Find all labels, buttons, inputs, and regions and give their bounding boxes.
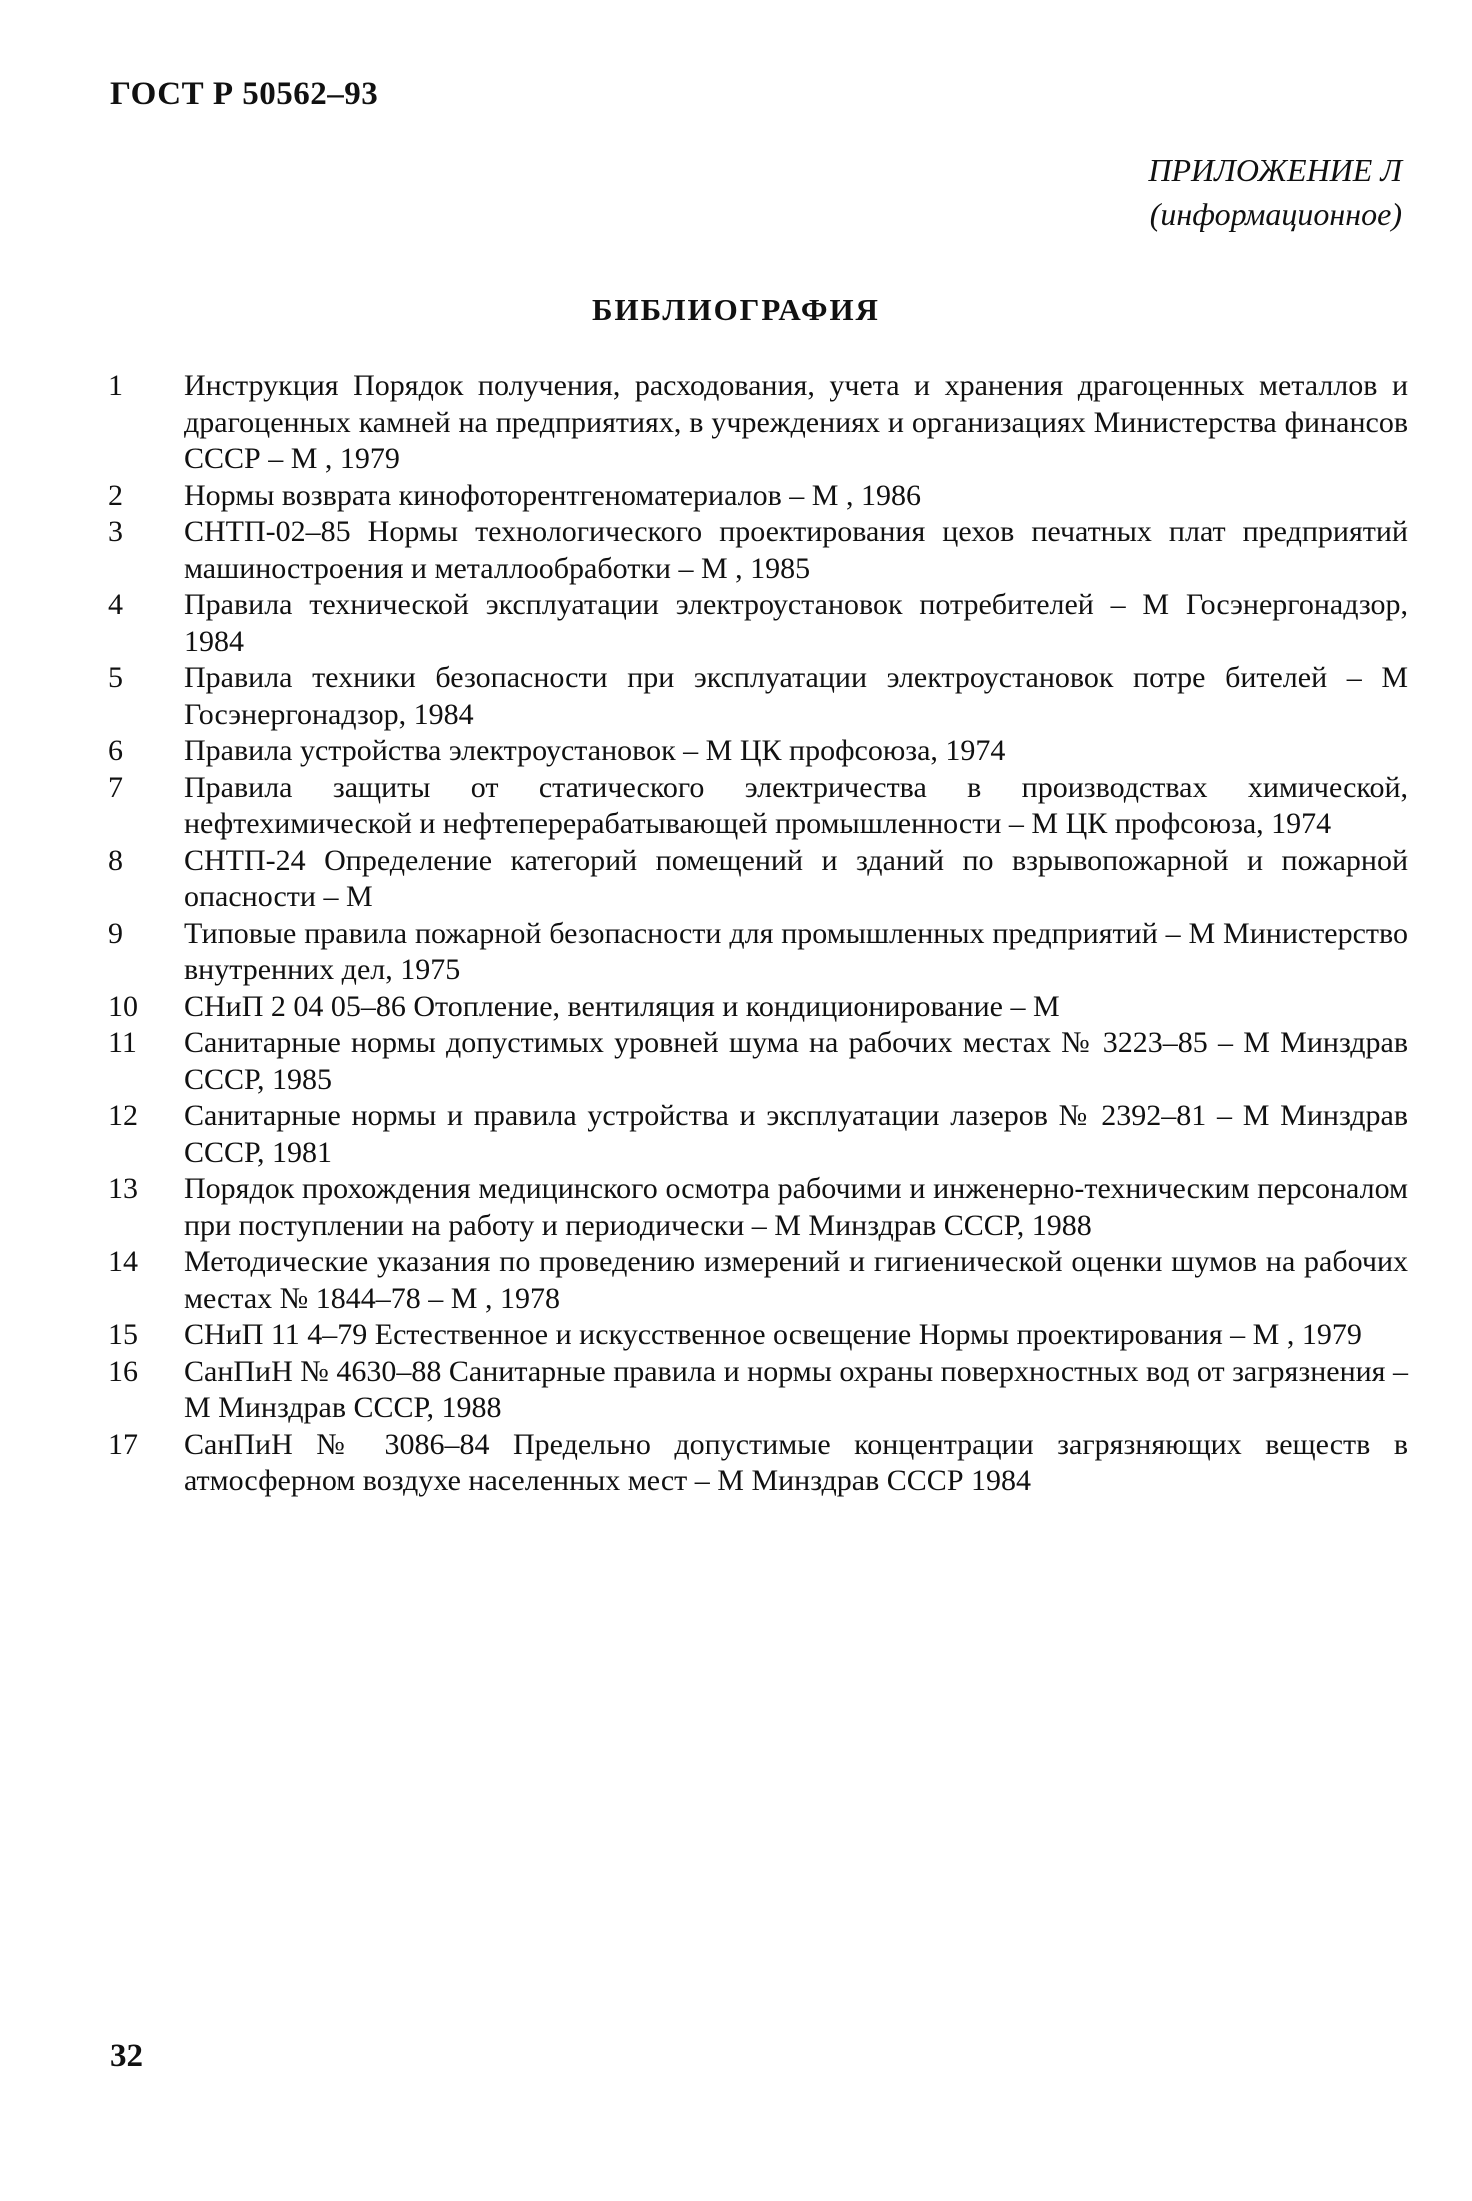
- bibliography-entry: [108, 733, 1408, 770]
- entry-number: 13: [108, 1172, 138, 1205]
- appendix-heading: [1148, 148, 1402, 236]
- entry-number: 14: [108, 1245, 138, 1278]
- entry-number: 16: [108, 1354, 138, 1388]
- entry-number: 9: [108, 916, 123, 950]
- entry-text: Правила защиты от статического электричества в производствах химической, нефтехимической и нефтеперерабатывающей промышленности – М ЦК профсоюза, 1974: [184, 770, 1408, 840]
- appendix-title: ПРИЛОЖЕНИЕ Л: [1148, 152, 1402, 188]
- entry-text: Правила технической эксплуатации электроустановок потребителей – М Госэнергонадзор, 1984: [184, 588, 1408, 658]
- bibliography-entry: [108, 1098, 1408, 1171]
- entry-number: 5: [108, 661, 123, 694]
- bibliography-entry: [108, 1317, 1408, 1354]
- appendix-type: (информационное): [1149, 196, 1402, 232]
- entry-number: 17: [108, 1427, 138, 1461]
- bibliography-entry: [108, 989, 1408, 1026]
- bibliography-entry: [108, 368, 1408, 478]
- bibliography-entry: [108, 1427, 1408, 1500]
- entry-text: Нормы возврата кинофоторентгеноматериалов – М , 1986: [184, 478, 921, 512]
- entry-number: 8: [108, 843, 123, 877]
- bibliography-entry: [108, 1171, 1408, 1244]
- bibliography-entry: [108, 587, 1408, 660]
- bibliography-title: БИБЛИОГРАФИЯ: [592, 292, 880, 327]
- entry-text: Правила устройства электроустановок – М ЦК профсоюза, 1974: [184, 734, 1006, 767]
- bibliography-list: [108, 368, 1408, 1500]
- bibliography-entry: [108, 843, 1408, 916]
- bibliography-entry: [108, 1025, 1408, 1098]
- document-code: ГОСТ Р 50562–93: [110, 76, 379, 112]
- entry-number: 1: [108, 369, 123, 402]
- bibliography-entry: [108, 478, 1408, 515]
- entry-text: СанПиН № 3086–84 Предельно допустимые концентрации загрязняющих веществ в атмосферном воздухе населенных мест – М Минздрав СССР 1984: [184, 1427, 1408, 1497]
- entry-text: Типовые правила пожарной безопасности для промышленных предприятий – М Министерство внутренних дел, 1975: [184, 916, 1408, 986]
- bibliography-entry: [108, 660, 1408, 733]
- entry-number: 2: [108, 478, 123, 512]
- entry-number: 7: [108, 770, 123, 804]
- entry-text: СНиП 11 4–79 Естественное и искусственное освещение Нормы проектирования – М , 1979: [184, 1318, 1362, 1351]
- entry-text: СанПиН № 4630–88 Санитарные правила и нормы охраны поверхностных вод от загрязнения – М Минздрав СССР, 1988: [184, 1354, 1408, 1424]
- bibliography-entry: [108, 1244, 1408, 1317]
- entry-text: СНиП 2 04 05–86 Отопление, вентиляция и кондиционирование – М: [184, 989, 1060, 1023]
- entry-number: 15: [108, 1318, 138, 1351]
- entry-number: 10: [108, 989, 138, 1023]
- page-number: 32: [110, 2038, 143, 2074]
- bibliography-entry: [108, 514, 1408, 587]
- entry-text: СНТП-24 Определение категорий помещений и зданий по взрывопожарной и пожарной опасности – М: [184, 843, 1408, 913]
- entry-text: Правила техники безопасности при эксплуатации электроустановок потре бителей – М Госэнергонадзор, 1984: [184, 661, 1408, 731]
- entry-text: Методические указания по проведению измерений и гигиенической оценки шумов на рабочих местах № 1844–78 – М , 1978: [184, 1245, 1408, 1315]
- entry-text: СНТП-02–85 Нормы технологического проектирования цехов печатных плат предприятий машиностроения и металлообработки – М , 1985: [184, 515, 1408, 585]
- entry-number: 3: [108, 515, 123, 548]
- bibliography-entry: [108, 916, 1408, 989]
- bibliography-entry: [108, 1354, 1408, 1427]
- entry-number: 6: [108, 734, 123, 767]
- entry-number: 12: [108, 1099, 138, 1132]
- entry-number: 11: [108, 1026, 137, 1059]
- bibliography-entry: [108, 770, 1408, 843]
- entry-text: Инструкция Порядок получения, расходования, учета и хранения драгоценных металлов и драгоценных камней на предприятиях, в учреждениях и организациях Министерства финансов СССР – М , 1979: [184, 369, 1408, 475]
- entry-text: Порядок прохождения медицинского осмотра рабочими и инженерно-техническим персоналом при поступлении на работу и периодически – М Минздрав СССР, 1988: [184, 1172, 1408, 1242]
- entry-text: Санитарные нормы допустимых уровней шума на рабочих местах № 3223–85 – М Минздрав СССР, 1985: [184, 1026, 1408, 1096]
- entry-number: 4: [108, 588, 123, 621]
- entry-text: Санитарные нормы и правила устройства и эксплуатации лазеров № 2392–81 – М Минздрав СССР, 1981: [184, 1099, 1408, 1169]
